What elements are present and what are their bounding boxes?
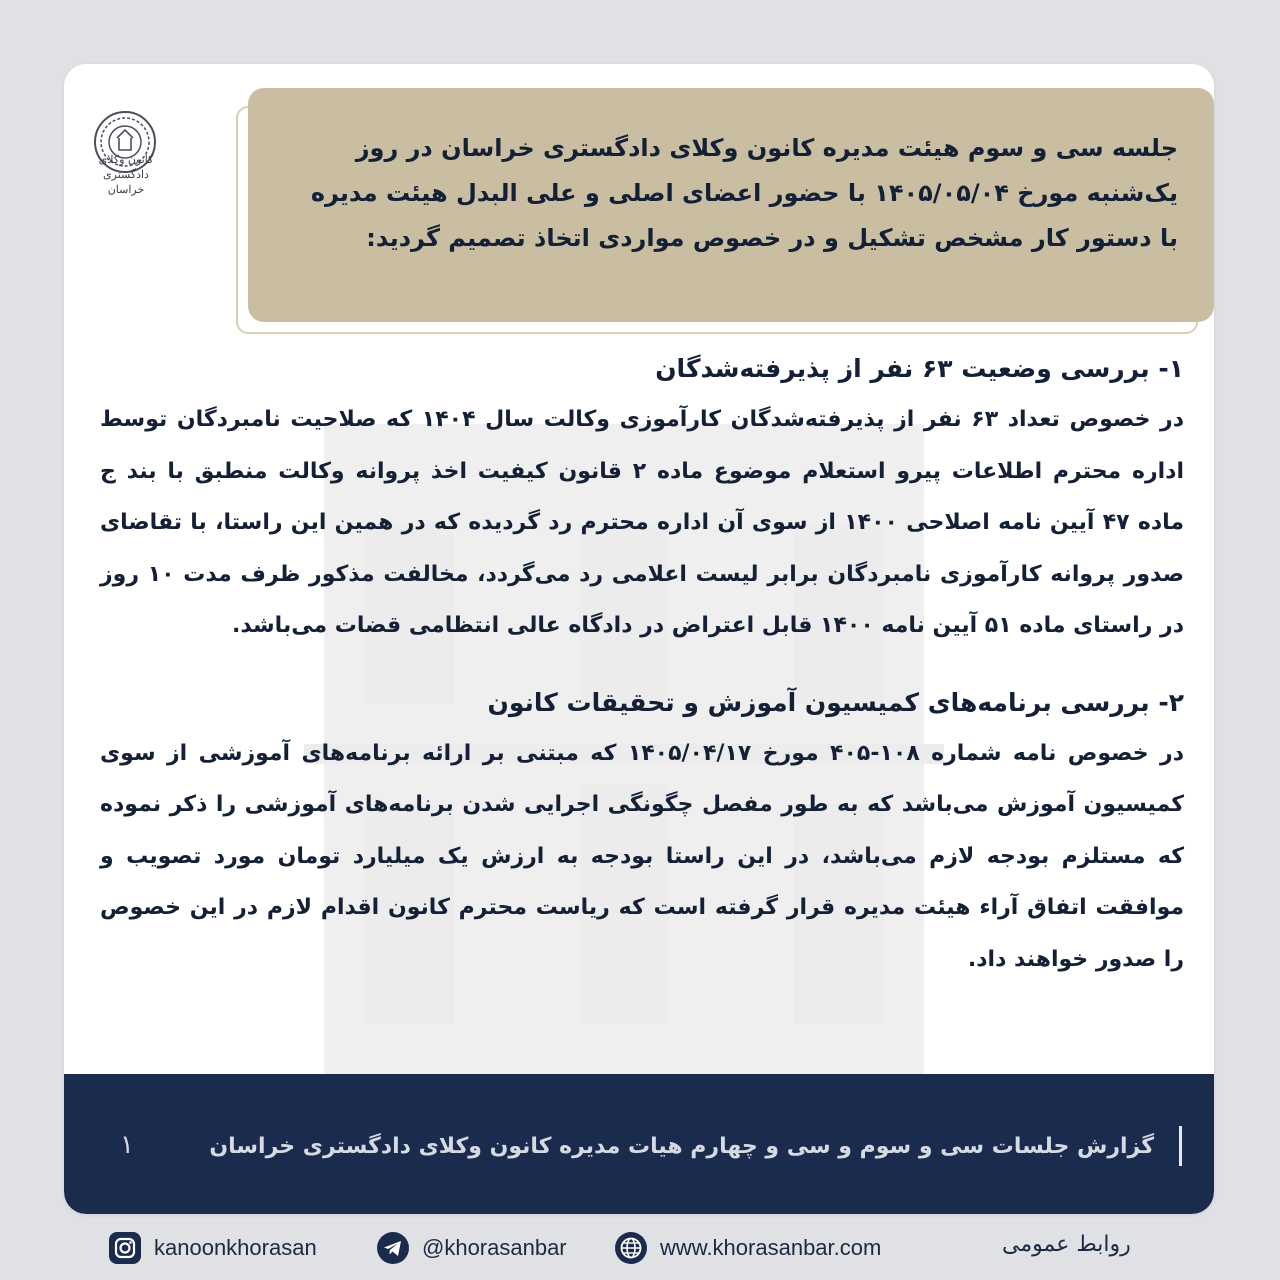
section-1 (100, 344, 1184, 652)
telegram-handle: @khorasanbar (422, 1235, 567, 1260)
report-card (64, 64, 1214, 1214)
intro-text: جلسه سی و سوم هیئت مدیره کانون وکلای دادگستری خراسان در روز یک‌شنبه مورخ ۱۴۰۵/۰۵/۰۴ با حضور اعضای اصلی و علی البدل هیئت مدیره با دستور کار مشخص تشکیل و در خصوص مواردی اتخاذ تصمیم گردید: (310, 134, 1178, 252)
telegram-icon (376, 1231, 410, 1265)
instagram-icon (108, 1231, 142, 1265)
footer-accent-line (1179, 1126, 1182, 1166)
telegram-link[interactable] (376, 1228, 567, 1268)
logo-line-1: کانون وکلای دادگستری (98, 153, 154, 181)
footer-title: گزارش جلسات سی و سوم و سی و چهارم هیات مدیره کانون وکلای دادگستری خراسان (209, 1134, 1154, 1159)
website-url: www.khorasanbar.com (660, 1235, 882, 1260)
section-1-body: در خصوص تعداد ۶۳ نفر از پذیرفته‌شدگان کارآموزی وکالت سال ۱۴۰۴ که صلاحیت نامبردگان توسط اداره محترم اطلاعات پیرو استعلام موضوع ماده ۲ قانون کیفیت اخذ پروانه وکالت منطبق با بند ج ماده ۴۷ آیین نامه اصلاحی ۱۴۰۰ از سوی آن اداره محترم رد گردیده که در همین این راستا، با تقاضای صدور پروانه کارآموزی نامبردگان برابر لیست اعلامی رد می‌گردد، مخالفت مذکور ظرف مدت ۱۰ روز در راستای ماده ۵۱ آیین نامه ۱۴۰۰ قابل اعتراض در دادگاه عالی انتظامی قضات می‌باشد. (100, 407, 1185, 638)
logo-caption (78, 152, 174, 197)
section-2 (100, 678, 1184, 986)
logo-line-2: خراسان (107, 183, 145, 196)
section-2-heading: ۲- بررسی برنامه‌های کمیسیون آموزش و تحقیقات کانون (487, 687, 1184, 717)
page-number: ۱ (120, 1130, 134, 1160)
instagram-handle: kanoonkhorasan (154, 1235, 317, 1260)
instagram-link[interactable] (108, 1228, 317, 1268)
public-relations-label: روابط عمومی (1002, 1232, 1131, 1257)
section-1-heading: ۱- بررسی وضعیت ۶۳ نفر از پذیرفته‌شدگان (655, 354, 1184, 383)
website-link[interactable] (614, 1228, 881, 1268)
globe-icon (614, 1231, 648, 1265)
footer-bar (64, 1074, 1214, 1214)
intro-box (248, 88, 1214, 322)
section-2-body: در خصوص نامه شماره ۱۰۸-۴۰۵ مورخ ۱۴۰۵/۰۴/۱۷ که مبتنی بر ارائه برنامه‌های آموزشی از سوی کمیسیون آموزش می‌باشد که به طور مفصل چگونگی اجرایی شدن برنامه‌های آموزشی را ذکر نموده که مستلزم بودجه لازم می‌باشد، در این راستا بودجه به ارزش یک میلیارد تومان مورد تصویب و موافقت اتفاق آراء هیئت مدیره قرار گرفته است که ریاست محترم کانون اقدام لازم در این خصوص را صدور خواهند داد. (100, 740, 1184, 972)
report-content (100, 344, 1184, 985)
